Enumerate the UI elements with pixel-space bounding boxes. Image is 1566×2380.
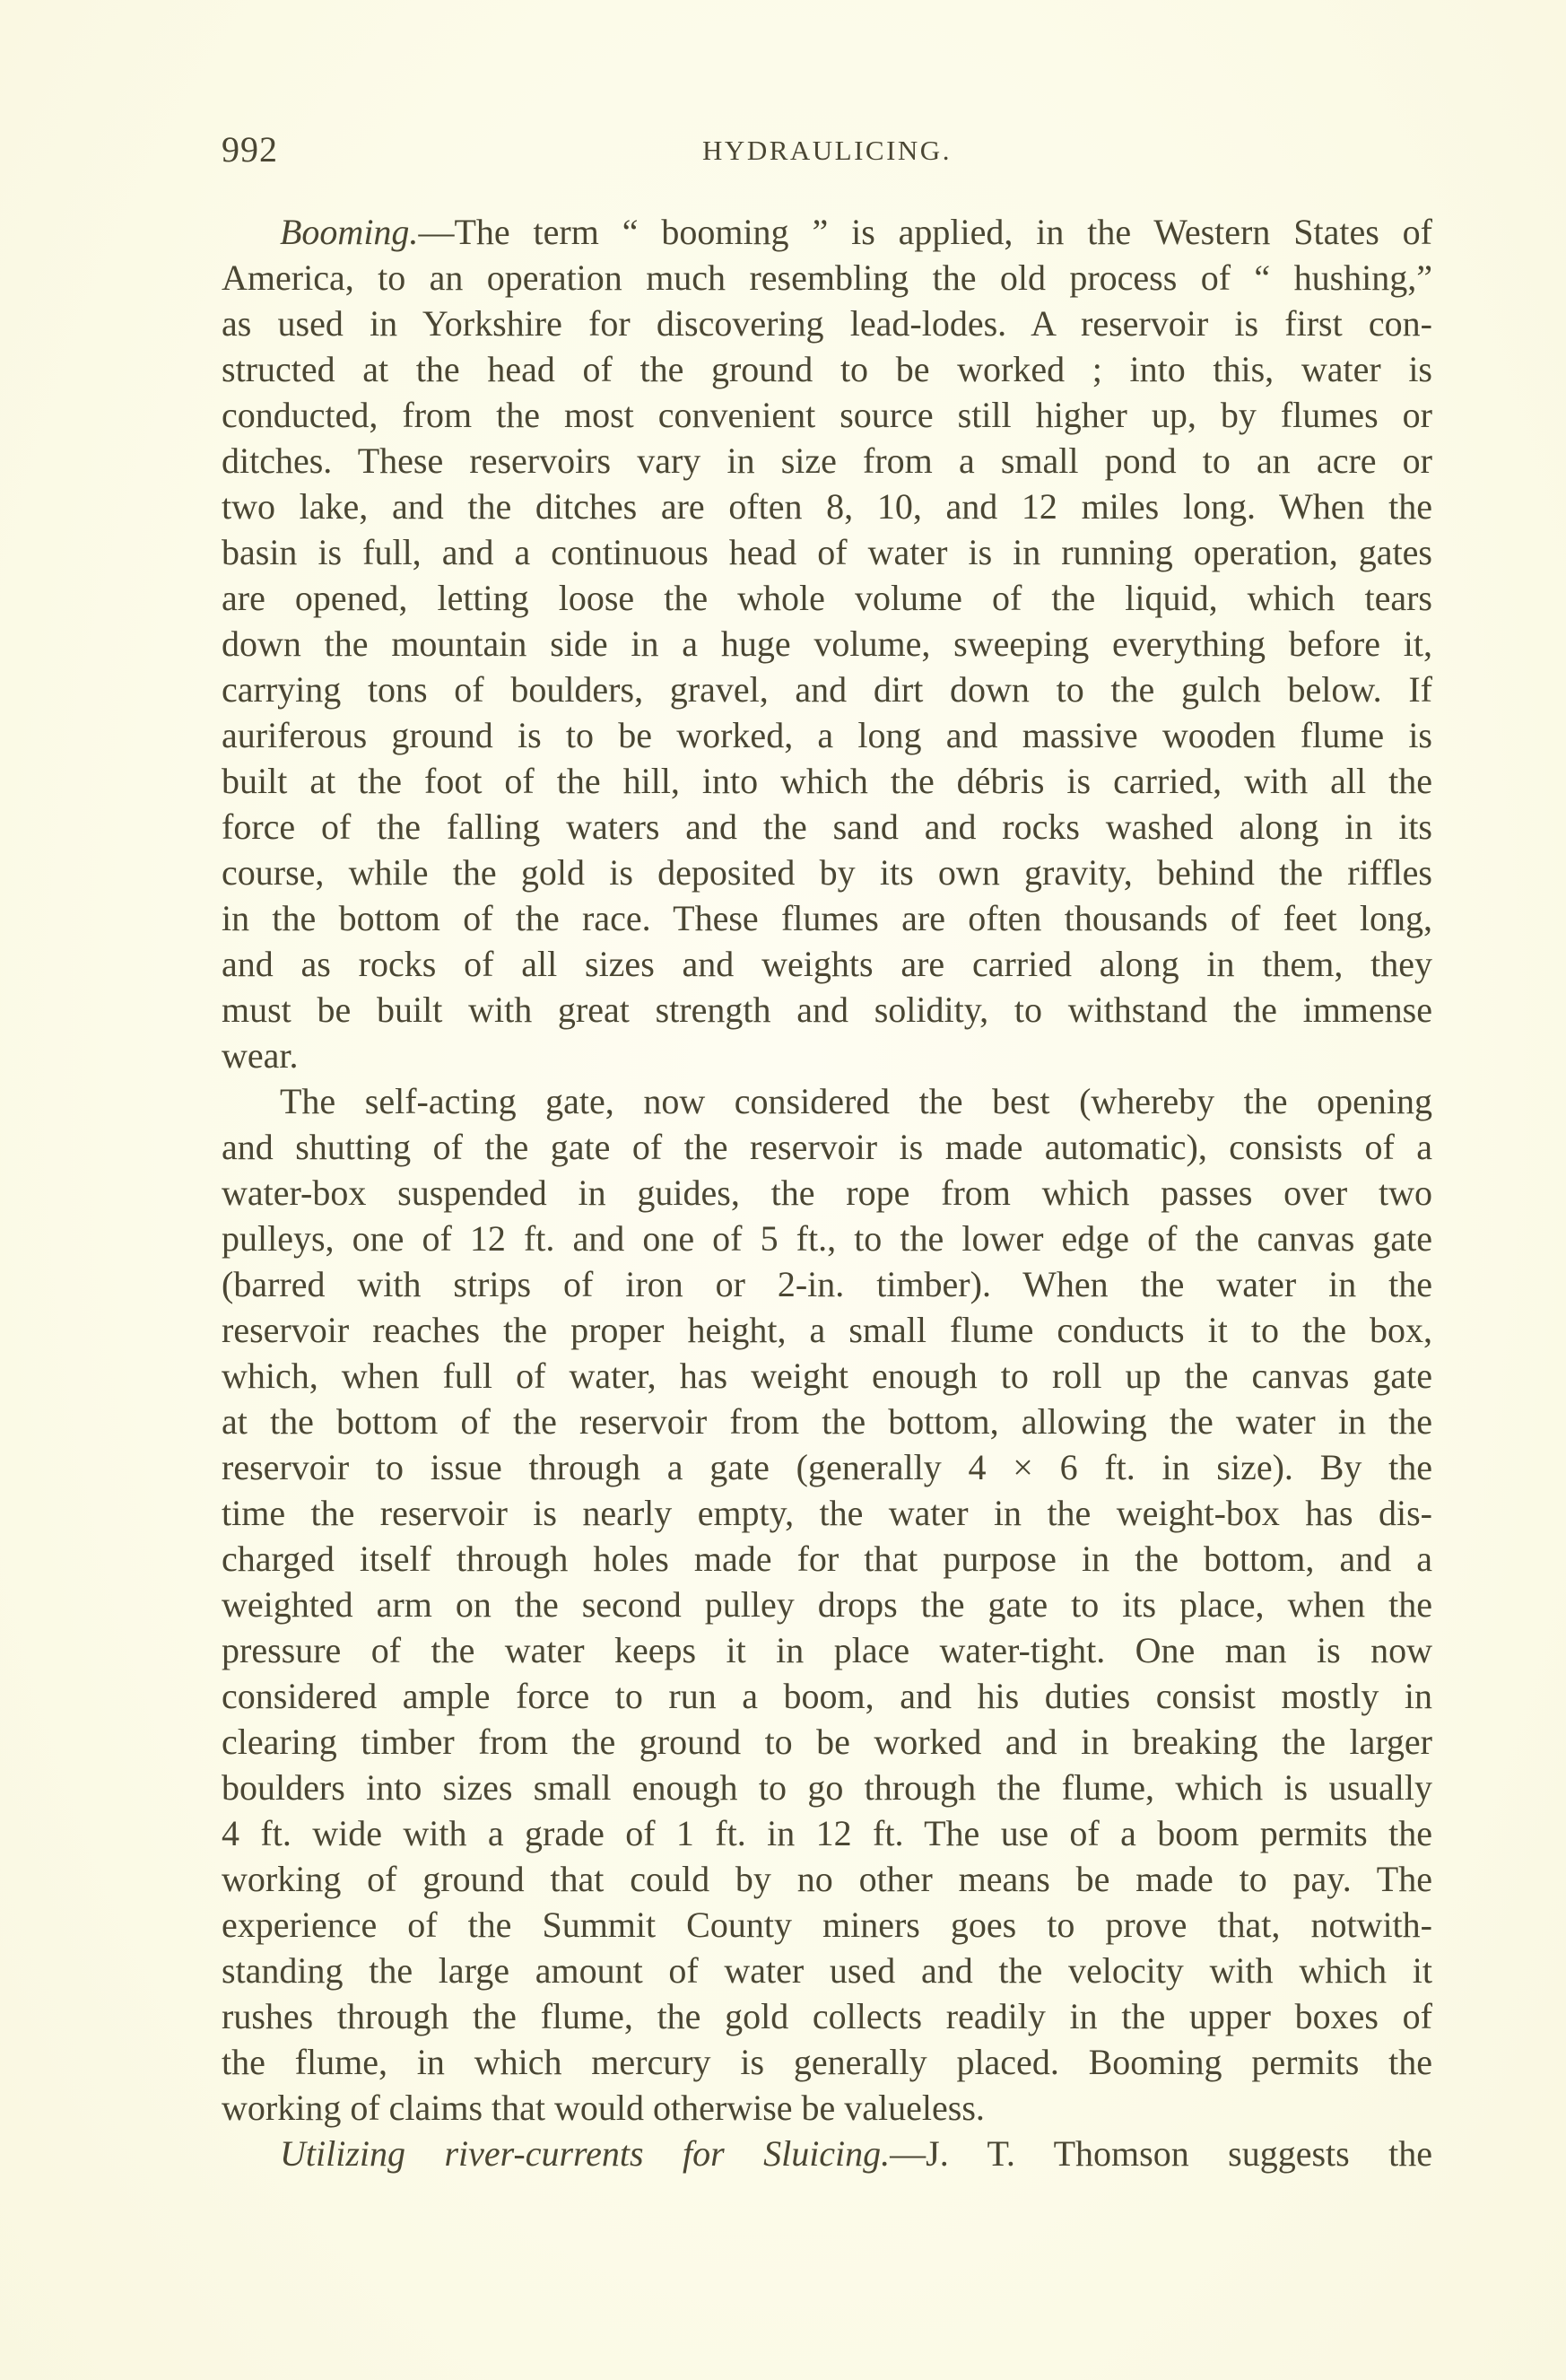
text-line: and as rocks of all sizes and weights are carried along in them, they [222,944,1432,984]
text-line: structed at the head of the ground to be worked ; into this, water is [222,349,1432,389]
text-line: standing the large amount of water used and the velocity with which it [222,1950,1432,1991]
text-line: pressure of the water keeps it in place water-tight. One man is now [222,1630,1432,1670]
text-line: water-box suspended in guides, the rope from which passes over two [222,1173,1432,1213]
paragraph-utilizing-river-currents [222,2131,1432,2176]
text-line: and shutting of the gate of the reservoir is made automatic), consists of a [222,1127,1432,1167]
paragraph-self-acting-gate [222,1078,1432,2131]
text-line: at the bottom of the reservoir from the bottom, allowing the water in the [222,1401,1432,1442]
text-line: auriferous ground is to be worked, a long and massive wooden flume is [222,715,1432,755]
text-line: which, when full of water, has weight enough to roll up the canvas gate [222,1356,1432,1396]
text-line: considered ample force to run a boom, and his duties consist mostly in [222,1676,1432,1716]
text-line: two lake, and the ditches are often 8, 10, and 12 miles long. When the [222,486,1432,527]
text-line: the flume, in which mercury is generally placed. Booming permits the [222,2042,1432,2082]
text-line: boulders into sizes small enough to go through the flume, which is usually [222,1767,1432,1808]
text-line: experience of the Summit County miners goes to prove that, notwith- [222,1905,1432,1945]
text-line: rushes through the flume, the gold collects readily in the upper boxes of [222,1996,1432,2036]
text-line: working of ground that could by no other means be made to pay. The [222,1859,1432,1899]
text-line: Utilizing river-currents for Sluicing.—J. T. Thomson suggests the [280,2133,1432,2174]
text-line: are opened, letting loose the whole volume of the liquid, which tears [222,578,1432,618]
text-line: charged itself through holes made for that purpose in the bottom, and a [222,1539,1432,1579]
text-line: carrying tons of boulders, gravel, and dirt down to the gulch below. If [222,669,1432,710]
text-line: The self-acting gate, now considered the best (whereby the opening [280,1081,1432,1121]
text-line: ditches. These reservoirs vary in size from a small pond to an acre or [222,440,1432,481]
text-line: Booming.—The term “ booming ” is applied, in the Western States of [280,212,1432,252]
body-text [222,209,1432,2176]
page-number: 992 [222,129,278,170]
text-line: 4 ft. wide with a grade of 1 ft. in 12 ft. The use of a boom permits the [222,1813,1432,1853]
text-line: reservoir to issue through a gate (generally 4 × 6 ft. in size). By the [222,1447,1432,1487]
text-line: as used in Yorkshire for discovering lead-lodes. A reservoir is first con- [222,303,1432,344]
running-head [222,127,1432,172]
running-title: HYDRAULICING. [702,135,952,166]
text-line: clearing timber from the ground to be worked and in breaking the larger [222,1722,1432,1762]
text-line: force of the falling waters and the sand and rocks washed along in its [222,806,1432,847]
text-line: basin is full, and a continuous head of water is in running operation, gates [222,532,1432,572]
section-run-in-heading: Utilizing river-currents for Sluicing. [280,2133,891,2174]
text-line: time the reservoir is nearly empty, the water in the weight-box has dis- [222,1493,1432,1533]
paragraph-booming [222,209,1432,1078]
text-line: America, to an operation much resembling the old process of “ hushing,” [222,257,1432,298]
text-line: in the bottom of the race. These flumes are often thousands of feet long, [222,898,1432,938]
text-line: pulleys, one of 12 ft. and one of 5 ft., to the lower edge of the canvas gate [222,1218,1432,1259]
text-line: reservoir reaches the proper height, a small flume conducts it to the box, [222,1310,1432,1350]
text-line: built at the foot of the hill, into which the débris is carried, with all the [222,761,1432,801]
text-line: course, while the gold is deposited by its own gravity, behind the riffles [222,852,1432,893]
text-line: working of claims that would otherwise be valueless. [222,2088,985,2128]
text-line: down the mountain side in a huge volume, sweeping everything before it, [222,623,1432,664]
text-line: wear. [222,1035,299,1076]
text-line: conducted, from the most convenient source still higher up, by flumes or [222,395,1432,435]
text-line: (barred with strips of iron or 2-in. timber). When the water in the [222,1264,1432,1304]
text-line: must be built with great strength and solidity, to withstand the immense [222,989,1432,1030]
section-run-in-heading: Booming. [280,212,419,252]
text-line: weighted arm on the second pulley drops the gate to its place, when the [222,1584,1432,1625]
